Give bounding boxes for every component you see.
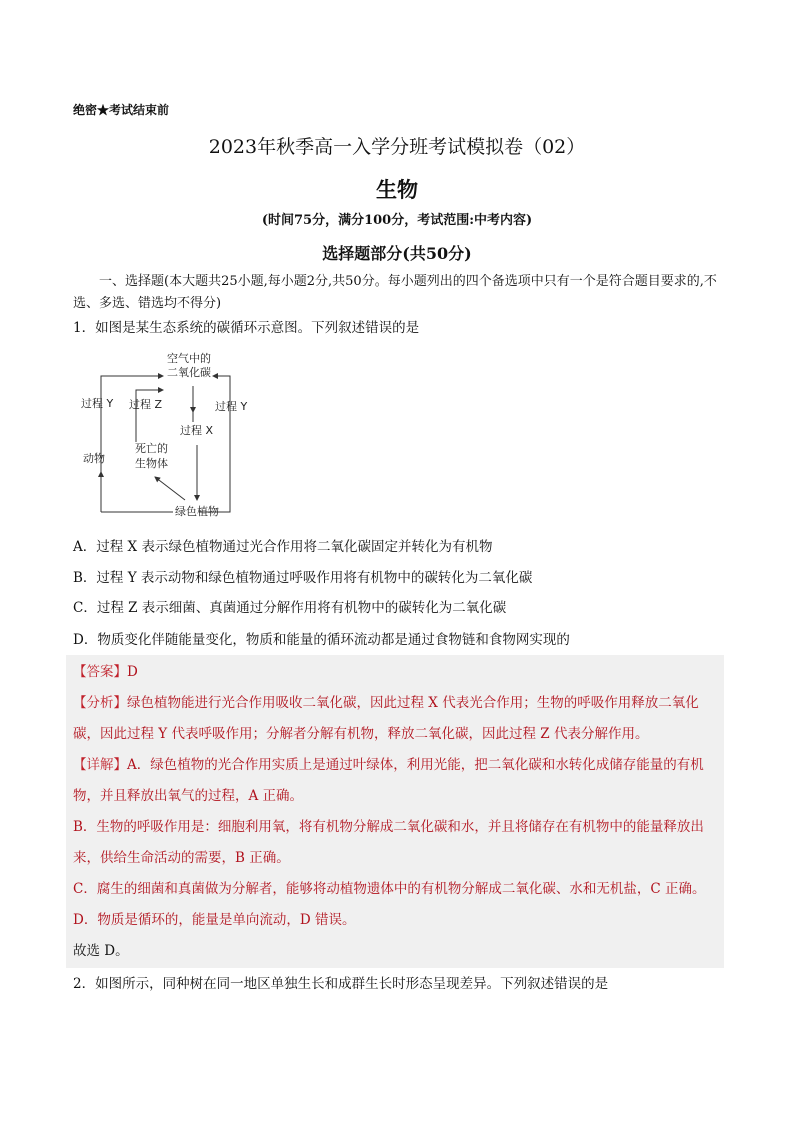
answer-tag: 【答案】 — [73, 664, 127, 680]
air-co2-label-line1: 空气中的 — [167, 352, 211, 365]
analysis-text: 绿色植物能进行光合作用吸收二氧化碳，因此过程 X 代表光合作用；生物的呼吸作用释放二氧化碳，因此过程 Y 代表呼吸作用；分解者分解有机物，释放二氧化碳，因此过程 Z 代表分解作用。 — [73, 695, 699, 742]
secret-label: 绝密★考试结束前 — [73, 103, 170, 117]
detail-paragraph-a — [73, 750, 723, 812]
process-y-right-label: 过程 Y — [215, 400, 248, 413]
green-plant-label: 绿色植物 — [175, 505, 219, 518]
analysis-tag: 【分析】 — [73, 695, 127, 711]
dead-organism-label-line2: 生物体 — [135, 457, 168, 470]
animal-label: 动物 — [83, 452, 105, 465]
option-b: B．过程 Y 表示动物和绿色植物通过呼吸作用将有机物中的碳转化为二氧化碳 — [73, 570, 533, 586]
answer-block — [66, 655, 724, 968]
air-co2-label-line2: 二氧化碳 — [167, 366, 211, 379]
detail-tag: 【详解】 — [73, 757, 127, 773]
exam-title: 2023年秋季高一入学分班考试模拟卷（02） — [208, 136, 586, 158]
process-y-left-label: 过程 Y — [81, 397, 114, 410]
conclusion: 故选 D。 — [73, 943, 129, 959]
analysis-paragraph — [73, 688, 723, 750]
section-title: 选择题部分(共50分) — [322, 244, 472, 263]
detail-a-text: A．绿色植物的光合作用实质上是通过叶绿体，利用光能，把二氧化碳和水转化成储存能量的有机物，并且释放出氧气的过程，A 正确。 — [73, 757, 704, 804]
detail-paragraph-b: B．生物的呼吸作用是：细胞利用氧，将有机物分解成二氧化碳和水，并且将储存在有机物中的能量释放出来，供给生命活动的需要，B 正确。 — [73, 819, 704, 866]
answer-line — [73, 657, 723, 688]
carbon-cycle-diagram — [73, 350, 263, 520]
subject-title: 生物 — [376, 177, 418, 202]
instructions: 一、选择题(本大题共25小题,每小题2分,共50分。每小题列出的四个备选项中只有一个是符合题目要求的,不选、多选、错选均不得分) — [73, 274, 717, 311]
exam-info: (时间75分，满分100分，考试范围:中考内容) — [261, 213, 533, 228]
process-z-label: 过程 Z — [129, 398, 163, 411]
process-x-label: 过程 X — [180, 424, 214, 437]
answer-value: D — [127, 664, 138, 680]
question-2-stem: 2．如图所示，同种树在同一地区单独生长和成群生长时形态呈现差异。下列叙述错误的是 — [73, 976, 609, 992]
question-1-stem: 1．如图是某生态系统的碳循环示意图。下列叙述错误的是 — [73, 320, 420, 336]
option-d: D．物质变化伴随能量变化，物质和能量的循环流动都是通过食物链和食物网实现的 — [73, 632, 570, 648]
option-a: A．过程 X 表示绿色植物通过光合作用将二氧化碳固定并转化为有机物 — [73, 539, 493, 555]
detail-paragraph-c: C．腐生的细菌和真菌做为分解者，能够将动植物遗体中的有机物分解成二氧化碳、水和无机盐，C 正确。 — [73, 881, 706, 897]
detail-paragraph-d: D．物质是循环的，能量是单向流动，D 错误。 — [73, 912, 356, 928]
dead-organism-label-line1: 死亡的 — [135, 442, 168, 455]
option-c: C．过程 Z 表示细菌、真菌通过分解作用将有机物中的碳转化为二氧化碳 — [73, 600, 507, 616]
